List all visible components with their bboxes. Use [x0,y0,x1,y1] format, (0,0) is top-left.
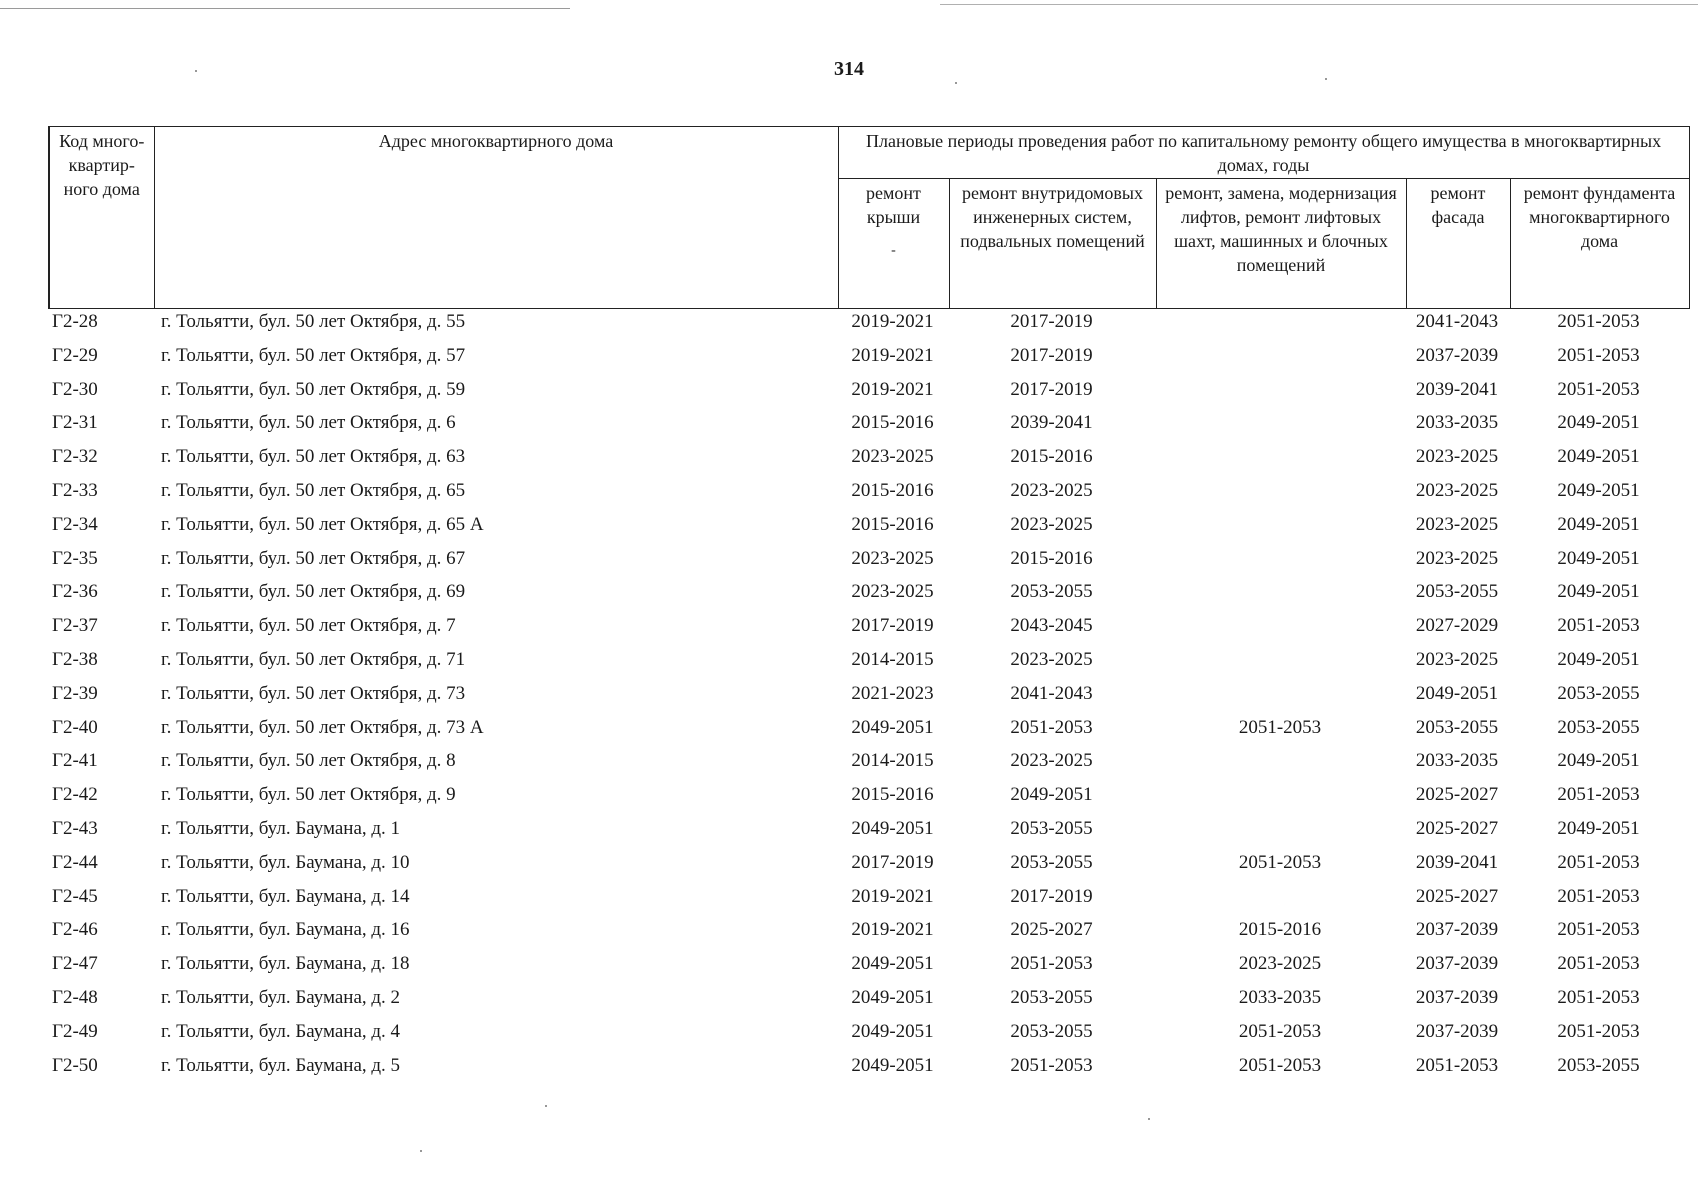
cell-facade: 2037-2039 [1415,1020,1499,1042]
scan-speck [1148,1118,1150,1120]
table-row [48,784,1688,818]
cell-code: Г2-35 [52,547,98,569]
table-row [48,311,1688,345]
table-header [48,126,1690,309]
table-row [48,345,1688,379]
cell-foundation: 2049-2051 [1557,412,1640,434]
cell-roof: 2019-2021 [851,919,934,941]
cell-foundation: 2053-2055 [1557,1054,1640,1076]
cell-facade: 2037-2039 [1415,344,1499,366]
scan-speck [420,1150,422,1152]
cell-systems: 2041-2043 [1010,682,1093,704]
cell-address: г. Тольятти, бул. Баумана, д. 14 [161,885,410,907]
cell-address: г. Тольятти, бул. Баумана, д. 18 [161,953,410,975]
cell-roof: 2014-2015 [851,648,934,670]
header-lifts: ремонт, замена, модернизация лифтов, ремонт лифтовых шахт, машинных и блочных помещений [1156,179,1406,309]
cell-code: Г2-49 [52,1020,98,1042]
cell-systems: 2043-2045 [1010,615,1093,637]
cell-facade: 2037-2039 [1415,919,1499,941]
table-row [48,548,1688,582]
cell-foundation: 2051-2053 [1557,615,1640,637]
table-row [48,886,1688,920]
cell-roof: 2049-2051 [851,716,934,738]
table-row [48,615,1688,649]
table-row [48,480,1688,514]
cell-roof: 2021-2023 [851,682,934,704]
cell-facade: 2049-2051 [1415,682,1499,704]
header-planned-periods: Плановые периоды проведения работ по капитальному ремонту общего имущества в многоквартирных домах, годы [838,127,1689,179]
header-facade: ремонт фасада [1406,179,1510,309]
cell-facade: 2037-2039 [1415,953,1499,975]
cell-systems: 2023-2025 [1010,648,1093,670]
table-row [48,987,1688,1021]
cell-foundation: 2051-2053 [1557,344,1640,366]
table-row [48,1055,1688,1089]
header-roof [838,179,949,309]
cell-code: Г2-42 [52,784,98,806]
cell-lifts [1155,311,1405,345]
cell-lifts [1155,345,1405,379]
cell-systems: 2051-2053 [1010,1054,1093,1076]
cell-roof: 2015-2016 [851,513,934,535]
cell-code: Г2-32 [52,446,98,468]
page-number: 314 [834,58,864,80]
cell-facade: 2033-2035 [1415,412,1499,434]
cell-roof: 2023-2025 [851,446,934,468]
cell-lifts [1155,649,1405,683]
cell-code: Г2-39 [52,682,98,704]
cell-address: г. Тольятти, бул. Баумана, д. 10 [161,851,410,873]
header-code: Код много-квартир-ного дома [49,127,154,309]
cell-lifts [1155,514,1405,548]
cell-address: г. Тольятти, бул. 50 лет Октября, д. 57 [161,344,466,366]
scan-artifact-line [0,8,570,9]
cell-systems: 2015-2016 [1010,547,1093,569]
cell-roof: 2049-2051 [851,1054,934,1076]
cell-facade: 2039-2041 [1415,378,1499,400]
cell-roof: 2015-2016 [851,412,934,434]
table-row [48,379,1688,413]
cell-roof: 2023-2025 [851,547,934,569]
cell-address: г. Тольятти, бул. 50 лет Октября, д. 69 [161,581,466,603]
cell-foundation: 2049-2051 [1557,513,1640,535]
cell-foundation: 2053-2055 [1557,682,1640,704]
cell-systems: 2053-2055 [1010,581,1093,603]
cell-address: г. Тольятти, бул. 50 лет Октября, д. 55 [161,311,466,332]
cell-code: Г2-50 [52,1054,98,1076]
cell-roof: 2014-2015 [851,750,934,772]
cell-foundation: 2051-2053 [1557,986,1640,1008]
cell-systems: 2049-2051 [1010,784,1093,806]
cell-address: г. Тольятти, бул. Баумана, д. 2 [161,986,401,1008]
table-row [48,750,1688,784]
table-row [48,818,1688,852]
table-row [48,1021,1688,1055]
cell-roof: 2019-2021 [851,344,934,366]
scan-artifact-line [940,4,1698,5]
cell-code: Г2-40 [52,716,98,738]
cell-address: г. Тольятти, бул. 50 лет Октября, д. 7 [161,615,456,637]
cell-facade: 2033-2035 [1415,750,1499,772]
cell-address: г. Тольятти, бул. Баумана, д. 1 [161,817,401,839]
cell-address: г. Тольятти, бул. 50 лет Октября, д. 73 А [161,716,484,738]
table-row [48,852,1688,886]
cell-lifts [1155,412,1405,446]
cell-lifts [1155,581,1405,615]
cell-address: г. Тольятти, бул. 50 лет Октября, д. 65 [161,479,466,501]
cell-facade: 2023-2025 [1415,513,1499,535]
cell-systems: 2051-2053 [1010,953,1093,975]
cell-systems: 2017-2019 [1010,378,1093,400]
header-roof-mark: - [891,243,896,258]
cell-systems: 2023-2025 [1010,479,1093,501]
cell-code: Г2-33 [52,479,98,501]
cell-address: г. Тольятти, бул. 50 лет Октября, д. 63 [161,446,466,468]
cell-code: Г2-44 [52,851,98,873]
cell-roof: 2017-2019 [851,851,934,873]
header-foundation: ремонт фундамента многоквартирного дома [1510,179,1689,309]
cell-facade: 2051-2053 [1415,1054,1499,1076]
cell-roof: 2015-2016 [851,479,934,501]
cell-roof: 2019-2021 [851,311,934,332]
cell-systems: 2053-2055 [1010,986,1093,1008]
cell-foundation: 2051-2053 [1557,311,1640,332]
cell-systems: 2053-2055 [1010,1020,1093,1042]
cell-lifts [1155,480,1405,514]
cell-address: г. Тольятти, бул. 50 лет Октября, д. 9 [161,784,456,806]
cell-facade: 2053-2055 [1415,716,1499,738]
table-rows [48,311,1688,1088]
table-row [48,683,1688,717]
cell-facade: 2023-2025 [1415,547,1499,569]
cell-facade: 2025-2027 [1415,885,1499,907]
cell-foundation: 2051-2053 [1557,851,1640,873]
cell-lifts [1155,379,1405,413]
cell-lifts: 2051-2053 [1238,1020,1322,1042]
cell-foundation: 2049-2051 [1557,479,1640,501]
cell-facade: 2027-2029 [1415,615,1499,637]
cell-code: Г2-38 [52,648,98,670]
cell-systems: 2017-2019 [1010,885,1093,907]
table-body [48,311,1688,1088]
cell-systems: 2053-2055 [1010,851,1093,873]
cell-foundation: 2049-2051 [1557,750,1640,772]
cell-code: Г2-29 [52,344,98,366]
cell-foundation: 2049-2051 [1557,817,1640,839]
cell-roof: 2023-2025 [851,581,934,603]
cell-systems: 2039-2041 [1010,412,1093,434]
cell-address: г. Тольятти, бул. Баумана, д. 4 [161,1020,401,1042]
cell-address: г. Тольятти, бул. 50 лет Октября, д. 73 [161,682,466,704]
cell-foundation: 2051-2053 [1557,885,1640,907]
cell-lifts [1155,683,1405,717]
table-row [48,514,1688,548]
cell-lifts: 2023-2025 [1238,953,1322,975]
cell-code: Г2-46 [52,919,98,941]
cell-systems: 2017-2019 [1010,311,1093,332]
cell-lifts [1155,615,1405,649]
cell-address: г. Тольятти, бул. 50 лет Октября, д. 67 [161,547,466,569]
cell-lifts: 2051-2053 [1238,716,1322,738]
cell-facade: 2025-2027 [1415,817,1499,839]
cell-systems: 2025-2027 [1010,919,1093,941]
cell-address: г. Тольятти, бул. Баумана, д. 5 [161,1054,401,1076]
cell-address: г. Тольятти, бул. 50 лет Октября, д. 59 [161,378,466,400]
cell-lifts [1155,784,1405,818]
table-row [48,953,1688,987]
cell-facade: 2025-2027 [1415,784,1499,806]
cell-foundation: 2051-2053 [1557,378,1640,400]
cell-lifts: 2051-2053 [1238,851,1322,873]
cell-facade: 2041-2043 [1415,311,1499,332]
cell-facade: 2023-2025 [1415,446,1499,468]
table-row [48,581,1688,615]
cell-systems: 2017-2019 [1010,344,1093,366]
cell-systems: 2053-2055 [1010,817,1093,839]
cell-lifts [1155,446,1405,480]
cell-roof: 2049-2051 [851,1020,934,1042]
scan-speck [955,82,957,84]
header-address: Адрес многоквартирного дома [154,127,838,309]
cell-roof: 2017-2019 [851,615,934,637]
cell-foundation: 2049-2051 [1557,648,1640,670]
scan-speck [545,1105,547,1107]
cell-address: г. Тольятти, бул. 50 лет Октября, д. 8 [161,750,456,772]
cell-address: г. Тольятти, бул. 50 лет Октября, д. 65 А [161,513,484,535]
header-engineering-systems: ремонт внутридомовых инженерных систем, подвальных помещений [949,179,1156,309]
cell-foundation: 2051-2053 [1557,953,1640,975]
cell-code: Г2-43 [52,817,98,839]
cell-facade: 2023-2025 [1415,648,1499,670]
cell-address: г. Тольятти, бул. Баумана, д. 16 [161,919,410,941]
cell-facade: 2037-2039 [1415,986,1499,1008]
cell-address: г. Тольятти, бул. 50 лет Октября, д. 71 [161,648,466,670]
cell-code: Г2-47 [52,953,98,975]
cell-foundation: 2049-2051 [1557,547,1640,569]
cell-lifts [1155,548,1405,582]
cell-code: Г2-36 [52,581,98,603]
cell-facade: 2039-2041 [1415,851,1499,873]
cell-foundation: 2049-2051 [1557,581,1640,603]
table-row [48,649,1688,683]
table-row [48,412,1688,446]
cell-code: Г2-37 [52,615,98,637]
cell-systems: 2051-2053 [1010,716,1093,738]
cell-foundation: 2051-2053 [1557,784,1640,806]
cell-foundation: 2051-2053 [1557,1020,1640,1042]
table-row [48,446,1688,480]
cell-code: Г2-31 [52,412,98,434]
header-roof-label: ремонт крыши [866,183,921,227]
cell-lifts: 2051-2053 [1238,1054,1322,1076]
cell-code: Г2-41 [52,750,98,772]
cell-systems: 2015-2016 [1010,446,1093,468]
cell-facade: 2053-2055 [1415,581,1499,603]
cell-lifts [1155,886,1405,920]
cell-roof: 2049-2051 [851,986,934,1008]
cell-roof: 2049-2051 [851,953,934,975]
cell-lifts: 2015-2016 [1238,919,1322,941]
cell-roof: 2015-2016 [851,784,934,806]
cell-foundation: 2049-2051 [1557,446,1640,468]
cell-code: Г2-48 [52,986,98,1008]
cell-foundation: 2053-2055 [1557,716,1640,738]
table-row [48,717,1688,751]
cell-lifts [1155,750,1405,784]
table-row [48,919,1688,953]
cell-systems: 2023-2025 [1010,513,1093,535]
cell-systems: 2023-2025 [1010,750,1093,772]
cell-code: Г2-28 [52,311,98,332]
cell-roof: 2019-2021 [851,885,934,907]
cell-roof: 2019-2021 [851,378,934,400]
cell-foundation: 2051-2053 [1557,919,1640,941]
cell-lifts [1155,818,1405,852]
cell-code: Г2-30 [52,378,98,400]
cell-address: г. Тольятти, бул. 50 лет Октября, д. 6 [161,412,456,434]
cell-facade: 2023-2025 [1415,479,1499,501]
cell-roof: 2049-2051 [851,817,934,839]
cell-lifts: 2033-2035 [1238,986,1322,1008]
cell-code: Г2-34 [52,513,98,535]
cell-code: Г2-45 [52,885,98,907]
